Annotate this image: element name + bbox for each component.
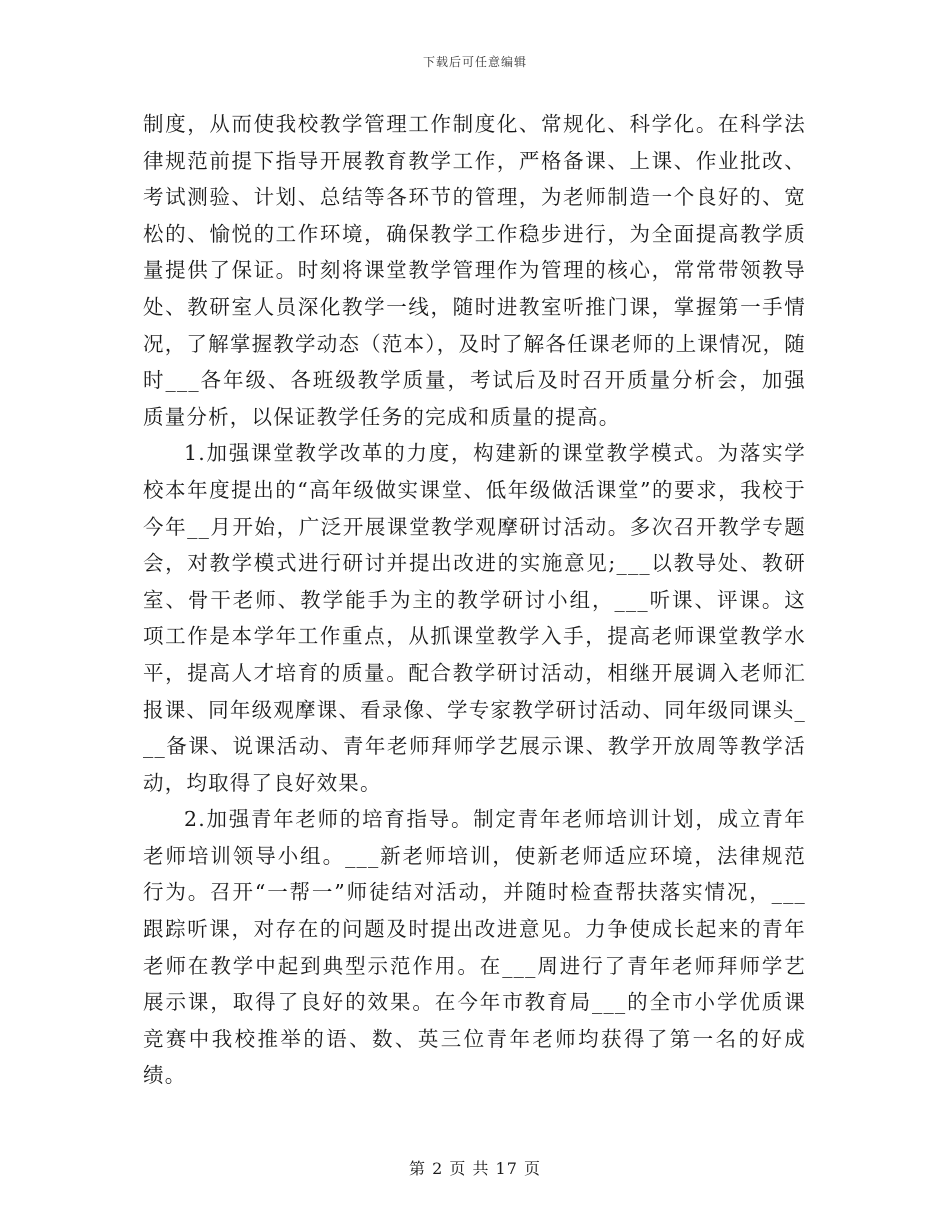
page-number: 第 2 页 共 17 页	[409, 1159, 541, 1178]
paragraph-item-2: 2.加强青年老师的培育指导。制定青年老师培训计划，成立青年老师培训领导小组。___新老师培训，使新老师适应环境，法律规范行为。召开“一帮一”师徒结对活动，并随时检查帮扶落实情况，___跟踪听课，对存在的问题及时提出改进意见。力争使成长起来的青年老师在教学中起到典型示范作用。在___周进行了青年老师拜师学艺展示课，取得了良好的效果。在今年市教育局___的全市小学优质课竞赛中我校推举的语、数、英三位青年老师均获得了第一名的好成绩。	[143, 807, 806, 1088]
paragraph-continuation: 制度，从而使我校教学管理工作制度化、常规化、科学化。在科学法律规范前提下指导开展教育教学工作，严格备课、上课、作业批改、考试测验、计划、总结等各环节的管理，为老师制造一个良好的、宽松的、愉悦的工作环境，确保教学工作稳步进行，为全面提高教学质量提供了保证。时刻将课堂教学管理作为管理的核心，常常带领教导处、教研室人员深化教学一线，随时进教室听推门课，掌握第一手情况，了解掌握教学动态（范本），及时了解各任课老师的上课情况，随时___各年级、各班级教学质量，考试后及时召开质量分析会，加强质量分析，以保证教学任务的完成和质量的提高。	[143, 112, 806, 429]
document-body	[143, 106, 806, 1094]
page-header: 下载后可任意编辑	[422, 55, 527, 69]
paragraph-item-1: 1.加强课堂教学改革的力度，构建新的课堂教学模式。为落实学校本年度提出的“高年级做实课堂、低年级做活课堂”的要求，我校于今年__月开始，广泛开展课堂教学观摩研讨活动。多次召开教学专题会，对教学模式进行研讨并提出改进的实施意见;___以教导处、教研室、骨干老师、教学能手为主的教学研讨小组，___听课、评课。这项工作是本学年工作重点，从抓课堂教学入手，提高老师课堂教学水平，提高人才培育的质量。配合教学研讨活动，相继开展调入老师汇报课、同年级观摩课、看录像、学专家教学研讨活动、同年级同课头___备课、说课活动、青年老师拜师学艺展示课、教学开放周等教学活动，均取得了良好效果。	[143, 441, 806, 795]
